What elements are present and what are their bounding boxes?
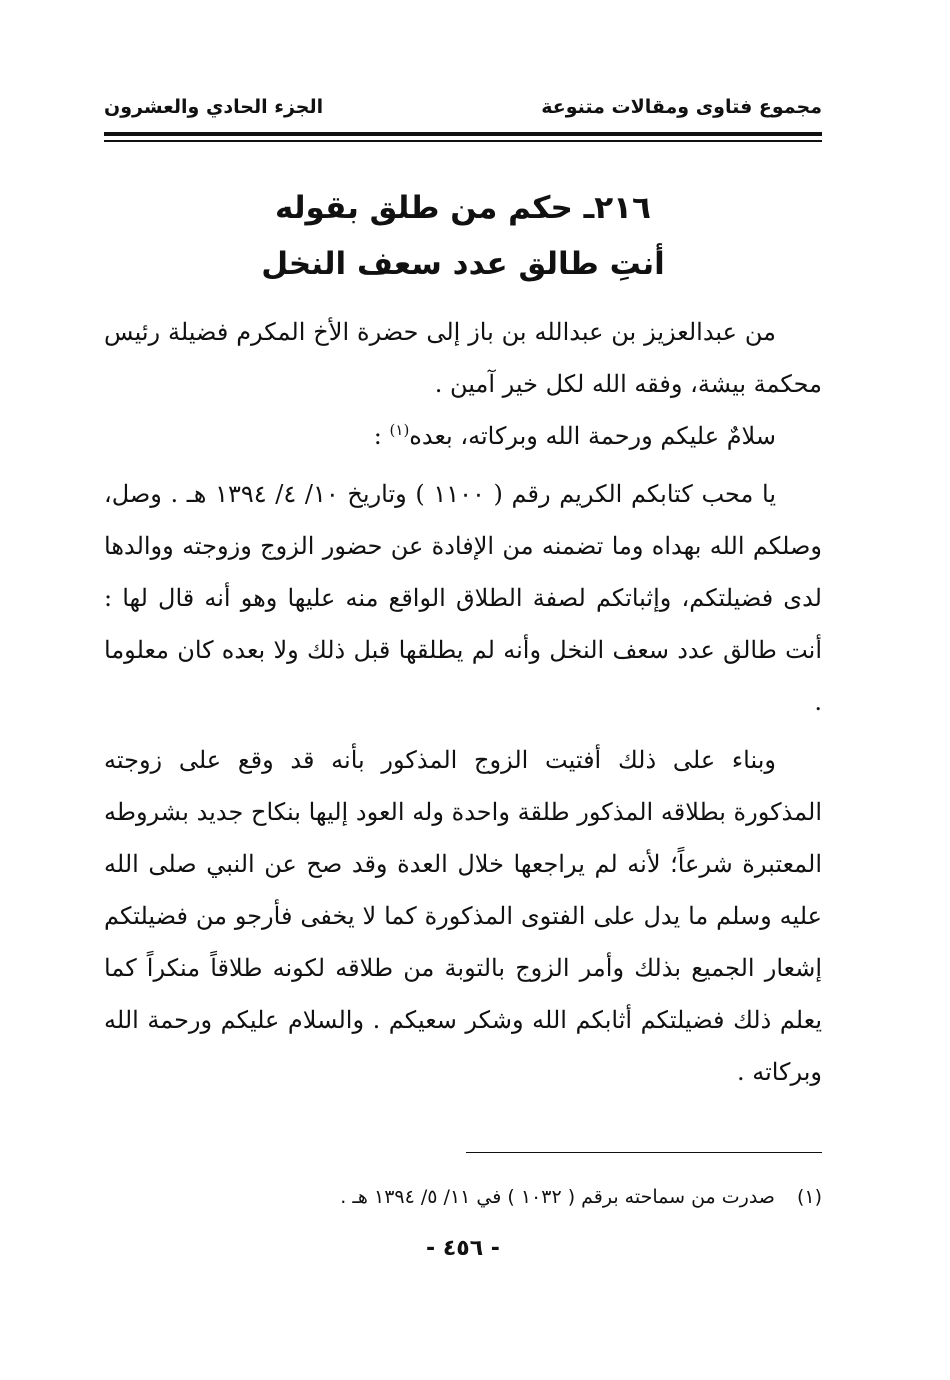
page-number: - ٤٥٦ - — [426, 1236, 500, 1261]
article-title — [104, 180, 822, 292]
running-header — [104, 92, 822, 126]
paragraph-salutation: من عبدالعزيز بن عبدالله بن باز إلى حضرة الأخ المكرم فضيلة رئيس محكمة بيشة، وفقه الله لكل خير آمين . — [104, 318, 822, 398]
greeting-colon: : — [373, 422, 382, 450]
footnote-separator — [466, 1152, 822, 1153]
article-title-line-2: أنتِ طالق عدد سعف النخل — [261, 246, 665, 282]
header-rule-thick — [104, 132, 822, 136]
greeting-text: سلامٌ عليكم ورحمة الله وبركاته، بعده — [409, 422, 776, 450]
footnote-marker: (١) — [389, 421, 410, 439]
article-body — [104, 306, 822, 1098]
header-book-title: مجموع فتاوى ومقالات متنوعة — [541, 96, 822, 118]
footnote-number: (١) — [796, 1186, 822, 1208]
header-rule-thin — [104, 140, 822, 142]
footnote-text: صدرت من سماحته برقم ( ١٠٣٢ ) في ١١/ ٥/ ١٣٩٤ هـ . — [340, 1186, 775, 1208]
header-volume: الجزء الحادي والعشرون — [104, 96, 324, 118]
paragraph-greeting — [104, 410, 822, 462]
footnote — [104, 1182, 822, 1212]
paragraph-fatwa: وبناء على ذلك أفتيت الزوج المذكور بأنه قد وقع على زوجته المذكورة بطلاقه المذكور طلقة واحدة وله العود إليها بنكاح جديد بشروطه المعتبرة شرعاً؛ لأنه لم يراجعها خلال العدة وقد صح عن النبي صلى الله عليه وسلم ما يدل على الفتوى المذكورة كما لا يخفى فأرجو من فضيلتكم إشعار الجميع بذلك وأمر الزوج بالتوبة من طلاقه لكونه طلاقاً منكراً كما يعلم ذلك فضيلتكم أثابكم الله وشكر سعيكم . والسلام عليكم ورحمة الله وبركاته . — [104, 746, 822, 1086]
article-title-line-1: ٢١٦ـ حكم من طلق بقوله — [275, 190, 651, 226]
paragraph-letter-received: يا محب كتابكم الكريم رقم ( ١١٠٠ ) وتاريخ ١٠/ ٤/ ١٣٩٤ هـ . وصل، وصلكم الله بهداه وما تضمنه من الإفادة عن حضور الزوج وزوجته ووالدها لدى فضيلتكم، وإثباتكم لصفة الطلاق الواقع منه عليها وهو أنه قال لها : أنت طالق عدد سعف النخل وأنه لم يطلقها قبل ذلك ولا بعده كان معلوما . — [104, 480, 822, 716]
